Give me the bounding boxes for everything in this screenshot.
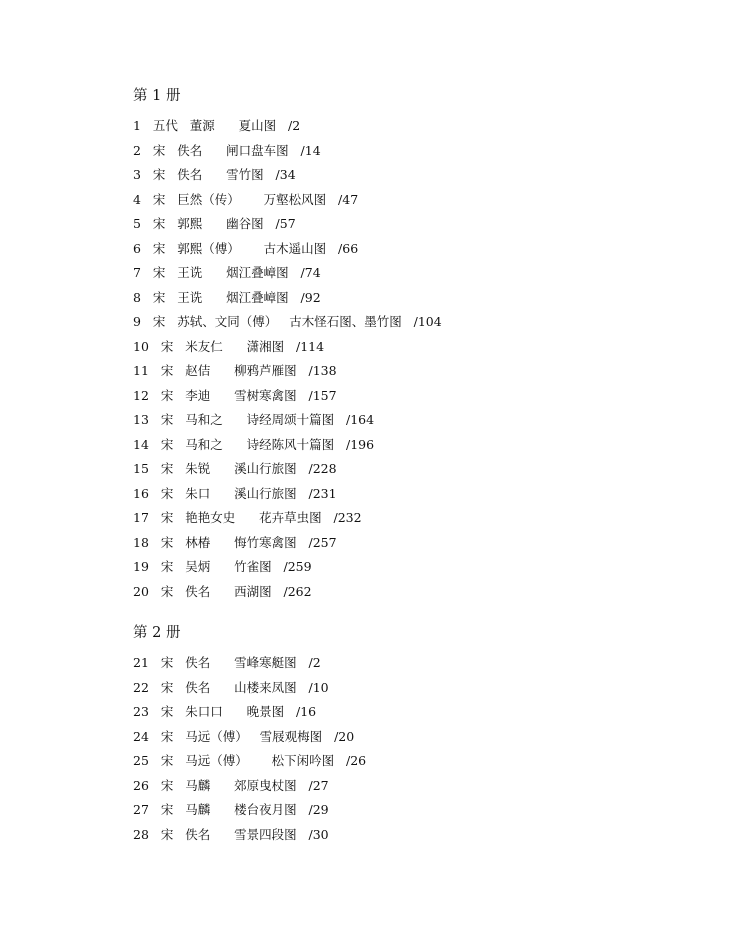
contents-entry: 22 宋 佚名 山楼来凤图 /10: [133, 679, 329, 695]
contents-entry: 9 宋 苏轼、文同（傅） 古木怪石图、墨竹图 /104: [133, 314, 442, 329]
contents-entry: 21 宋 佚名 雪峰寒艇图 /2: [133, 655, 321, 670]
contents-entry: 1 五代 董源 夏山图 /2: [133, 118, 301, 133]
contents-entry: 7 宋 王诜 烟江叠嶂图 /74: [133, 265, 321, 280]
contents-list: [133, 114, 442, 604]
contents-entry: 18 宋 林椿 悔竹寒禽图 /257: [133, 534, 337, 550]
contents-entry: 19 宋 吴炳 竹雀图 /259: [133, 559, 312, 574]
contents-entry: 24 宋 马远（傅） 雪屐观梅图 /20: [133, 728, 355, 744]
contents-list: [133, 651, 366, 847]
contents-entry: 16 宋 朱口 溪山行旅图 /231: [133, 485, 337, 501]
contents-entry: 20 宋 佚名 西湖图 /262: [133, 583, 312, 599]
contents-entry: 6 宋 郭熙（傅） 古木遥山图 /66: [133, 240, 359, 256]
volume-title: 第 2 册: [133, 625, 181, 641]
contents-entry: 25 宋 马远（傅） 松下闲吟图 /26: [133, 753, 367, 768]
contents-entry: 5 宋 郭熙 幽谷图 /57: [133, 216, 296, 231]
contents-entry: 2 宋 佚名 闸口盘车图 /14: [133, 142, 321, 158]
contents-entry: 26 宋 马麟 郊原曳杖图 /27: [133, 777, 329, 793]
volume-title: 第 1 册: [133, 88, 181, 104]
contents-entry: 11 宋 赵佶 柳鸦芦雁图 /138: [133, 363, 337, 378]
contents-entry: 13 宋 马和之 诗经周颂十篇图 /164: [133, 412, 375, 427]
contents-entry: 15 宋 朱锐 溪山行旅图 /228: [133, 461, 337, 476]
contents-entry: 3 宋 佚名 雪竹图 /34: [133, 167, 296, 182]
contents-entry: 28 宋 佚名 雪景四段图 /30: [133, 826, 329, 842]
contents-entry: 4 宋 巨然（传） 万壑松风图 /47: [133, 191, 359, 207]
contents-entry: 10 宋 米友仁 潇湘图 /114: [133, 338, 325, 354]
contents-entry: 12 宋 李迪 雪树寒禽图 /157: [133, 387, 337, 403]
contents-entry: 8 宋 王诜 烟江叠嶂图 /92: [133, 289, 321, 305]
contents-entry: 27 宋 马麟 楼台夜月图 /29: [133, 802, 329, 817]
contents-entry: 17 宋 艳艳女史 花卉草虫图 /232: [133, 510, 362, 525]
volume-2-section: [133, 623, 366, 847]
volume-1-section: [133, 86, 442, 604]
contents-entry: 23 宋 朱口口 晚景图 /16: [133, 704, 317, 719]
contents-entry: 14 宋 马和之 诗经陈风十篇图 /196: [133, 436, 375, 452]
